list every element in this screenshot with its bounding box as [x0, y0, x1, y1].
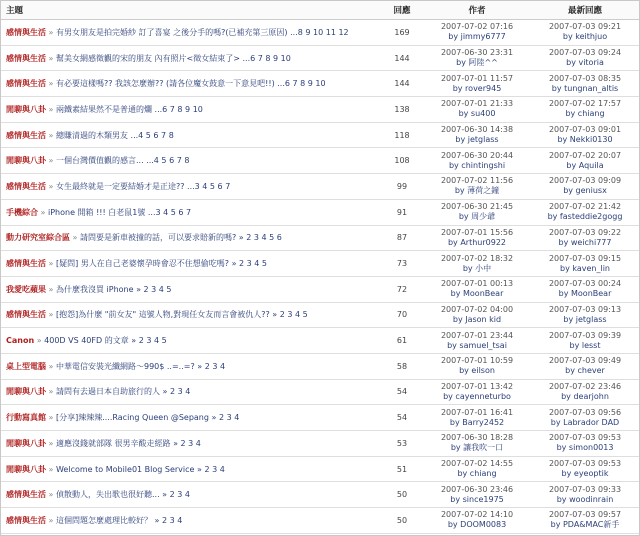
author-time: 2007-07-01 23:44 — [440, 330, 514, 340]
latest-reply-cell — [531, 251, 639, 277]
table-row — [1, 20, 639, 46]
topic-title-link[interactable]: 女生最終就是一定要結婚才是正途?? — [55, 181, 185, 191]
topic-cell — [1, 20, 381, 46]
latest-user-link[interactable]: by chever — [565, 366, 605, 376]
header-author[interactable]: 作者 — [423, 1, 531, 20]
topic-title-link[interactable]: [分享]辣辣辣....Racing Queen @Sepang — [55, 413, 209, 423]
author-cell — [423, 508, 531, 534]
topic-cell — [1, 328, 381, 354]
author-link[interactable]: by since1975 — [450, 494, 504, 504]
separator: » — [48, 27, 56, 37]
separator: » — [48, 387, 56, 397]
topic-cell — [1, 174, 381, 200]
author-time: 2007-06-30 23:31 — [440, 48, 514, 58]
topic-title-link[interactable]: 這個問題怎麼處理比較好？ — [55, 515, 152, 525]
topic-title-link[interactable]: 總賺清過的木類男友 — [55, 130, 128, 140]
author-cell — [423, 456, 531, 482]
category-link[interactable]: 感情與生活 — [6, 310, 46, 320]
separator: » — [48, 156, 56, 166]
author-cell — [423, 225, 531, 251]
topic-title-link[interactable]: 400D VS 40FD 的文章 — [44, 336, 129, 346]
category-link[interactable]: 閒聊與八卦 — [6, 387, 46, 397]
latest-time: 2007-07-03 09:13 — [548, 304, 622, 314]
page-links[interactable]: » 2 3 4 — [173, 438, 201, 448]
author-time: 2007-07-01 13:42 — [440, 381, 514, 391]
author-time: 2007-07-01 00:13 — [440, 279, 514, 289]
latest-reply-cell — [531, 276, 639, 302]
latest-time: 2007-07-03 09:09 — [548, 176, 622, 186]
author-link[interactable]: by chintingshi — [448, 160, 506, 170]
topic-table — [1, 1, 639, 534]
author-time: 2007-06-30 23:46 — [440, 484, 514, 494]
reply-count: 99 — [381, 174, 423, 200]
author-link[interactable]: by samuel_tsai — [447, 340, 507, 350]
latest-reply-cell — [531, 122, 639, 148]
category-link[interactable]: 感情與生活 — [6, 490, 46, 500]
author-cell — [423, 174, 531, 200]
author-time: 2007-06-30 18:28 — [440, 433, 514, 443]
latest-user-link[interactable]: by chiang — [565, 109, 605, 119]
latest-user-link[interactable]: by fasteddie2gogg — [547, 212, 623, 222]
author-link[interactable]: by jimmy6777 — [448, 32, 506, 42]
separator: » — [48, 79, 56, 89]
author-link[interactable]: by cayenneturbo — [443, 391, 511, 401]
topic-cell — [1, 45, 381, 71]
author-time: 2007-07-02 14:10 — [440, 510, 514, 520]
category-link[interactable]: 閒聊與八卦 — [6, 156, 46, 166]
latest-time: 2007-07-03 08:35 — [548, 73, 622, 83]
latest-time: 2007-07-03 09:33 — [548, 484, 622, 494]
page-links[interactable]: » 2 3 4 5 — [272, 310, 308, 320]
latest-reply-cell — [531, 45, 639, 71]
author-time: 2007-06-30 21:45 — [440, 202, 514, 212]
author-cell — [423, 148, 531, 174]
reply-count: 91 — [381, 199, 423, 225]
latest-user-link[interactable]: by kaven_lin — [560, 263, 610, 273]
author-time: 2007-07-02 14:55 — [440, 459, 514, 469]
reply-count: 144 — [381, 71, 423, 97]
latest-reply-cell — [531, 431, 639, 457]
reply-count: 53 — [381, 431, 423, 457]
author-link[interactable]: by DOOM0083 — [447, 520, 507, 530]
separator: » — [48, 104, 56, 114]
reply-count: 50 — [381, 508, 423, 534]
author-link[interactable]: by Barry2452 — [449, 417, 505, 427]
page-links[interactable]: ...4 5 6 7 8 — [130, 130, 174, 140]
page-links[interactable]: » 2 3 4 5 — [131, 336, 167, 346]
category-link[interactable]: 閒聊與八卦 — [6, 104, 46, 114]
author-cell — [423, 97, 531, 123]
reply-count: 54 — [381, 405, 423, 431]
topic-cell — [1, 71, 381, 97]
author-cell — [423, 328, 531, 354]
author-cell — [423, 302, 531, 328]
separator: » — [48, 130, 56, 140]
latest-reply-cell — [531, 328, 639, 354]
table-header-row — [1, 1, 639, 20]
table-row — [1, 379, 639, 405]
topic-title-link[interactable]: 有必要這樣嗎?? 我該怎麼辦?? (請各位魔女鼓意一下意見吧!!) — [55, 79, 275, 89]
table-row — [1, 482, 639, 508]
author-time: 2007-06-30 20:44 — [440, 150, 514, 160]
topic-title-link[interactable]: 適應沒錢就部隊 很男辛酸走經路 — [55, 438, 171, 448]
author-link[interactable]: by su400 — [458, 109, 496, 119]
category-link[interactable]: Canon — [6, 336, 35, 346]
separator: » — [48, 361, 56, 371]
author-link[interactable]: by eilson — [459, 366, 495, 376]
category-link[interactable]: 感情與生活 — [6, 515, 46, 525]
page-links[interactable]: » 2 3 4 — [211, 413, 240, 423]
page-links[interactable]: ...3 4 5 6 7 — [147, 207, 192, 217]
author-link[interactable]: by 薄荷之鐘 — [454, 186, 500, 196]
latest-reply-cell — [531, 379, 639, 405]
page-links[interactable]: » 2 3 4 — [162, 387, 191, 397]
category-link[interactable]: 感情與生活 — [6, 259, 46, 269]
author-cell — [423, 122, 531, 148]
latest-user-link[interactable]: by woodinrain — [556, 494, 614, 504]
topic-cell — [1, 97, 381, 123]
separator: » — [48, 181, 56, 191]
table-row — [1, 405, 639, 431]
latest-time: 2007-07-03 09:53 — [548, 459, 622, 469]
table-row — [1, 97, 639, 123]
latest-reply-cell — [531, 20, 639, 46]
separator: » — [40, 207, 48, 217]
table-row — [1, 45, 639, 71]
separator: » — [48, 53, 56, 63]
latest-user-link[interactable]: by simon0013 — [556, 443, 614, 453]
page-links[interactable]: ...6 7 8 9 10 — [277, 79, 326, 89]
topic-cell — [1, 353, 381, 379]
author-link[interactable]: by 讓我吹一口 — [450, 443, 504, 453]
author-cell — [423, 45, 531, 71]
page-links[interactable]: ...6 7 8 9 10 — [242, 53, 291, 63]
topic-cell — [1, 302, 381, 328]
latest-user-link[interactable]: by keithjuo — [562, 32, 608, 42]
separator: » — [48, 259, 56, 269]
latest-user-link[interactable]: by MoonBear — [558, 289, 612, 299]
topic-title-link[interactable]: Welcome to Mobile01 Blog Service — [55, 464, 195, 474]
table-row — [1, 353, 639, 379]
table-row — [1, 199, 639, 225]
author-link[interactable]: by jetglass — [455, 135, 499, 145]
latest-reply-cell — [531, 199, 639, 225]
separator: » — [48, 464, 56, 474]
latest-time: 2007-07-03 09:21 — [548, 22, 622, 32]
latest-reply-cell — [531, 482, 639, 508]
separator: » — [48, 413, 56, 423]
latest-time: 2007-07-02 21:42 — [548, 202, 622, 212]
latest-time: 2007-07-03 09:39 — [548, 330, 622, 340]
latest-user-link[interactable]: by Nekki0130 — [557, 135, 613, 145]
topic-title-link[interactable]: 一個台灣價值觀的感言... — [55, 156, 144, 166]
latest-user-link[interactable]: by geniusx — [563, 186, 607, 196]
table-row — [1, 122, 639, 148]
topic-cell — [1, 508, 381, 534]
latest-reply-cell — [531, 302, 639, 328]
table-row — [1, 148, 639, 174]
latest-time: 2007-07-03 09:22 — [548, 227, 622, 237]
author-link[interactable]: by chiang — [457, 469, 497, 479]
latest-time: 2007-07-03 09:53 — [548, 433, 622, 443]
reply-count: 144 — [381, 45, 423, 71]
latest-user-link[interactable]: by Labrador DAD — [550, 417, 620, 427]
topic-title-link[interactable]: 為什麼我沒買 iPhone — [55, 284, 134, 294]
separator: » — [48, 438, 56, 448]
latest-time: 2007-07-03 00:24 — [548, 279, 622, 289]
author-cell — [423, 20, 531, 46]
separator: » — [48, 310, 56, 320]
topic-cell — [1, 251, 381, 277]
category-link[interactable]: 動力研究室綜合區 — [6, 233, 70, 243]
latest-reply-cell — [531, 174, 639, 200]
latest-time: 2007-07-03 09:15 — [548, 253, 622, 263]
table-row — [1, 456, 639, 482]
author-link[interactable]: by 周少爺 — [458, 212, 496, 222]
page-links[interactable]: ...3 4 5 6 7 — [187, 181, 231, 191]
author-cell — [423, 276, 531, 302]
topic-cell — [1, 431, 381, 457]
separator: » — [48, 515, 56, 525]
category-link[interactable]: 感情與生活 — [6, 53, 46, 63]
author-time: 2007-07-01 15:56 — [440, 227, 514, 237]
topic-title-link[interactable]: [抱怨]為什麼 "前女友" 這號人物,對現任女友而言會被仇人?? — [55, 310, 270, 320]
author-time: 2007-07-02 11:56 — [440, 176, 514, 186]
page-links[interactable]: » 2 3 4 — [197, 464, 225, 474]
reply-count: 73 — [381, 251, 423, 277]
latest-time: 2007-07-03 09:56 — [548, 407, 622, 417]
author-link[interactable]: by MoonBear — [450, 289, 504, 299]
page-links[interactable]: ...8 9 10 11 12 — [290, 27, 349, 37]
header-topic[interactable]: 主題 — [1, 1, 381, 20]
topic-cell — [1, 405, 381, 431]
author-cell — [423, 353, 531, 379]
latest-time: 2007-07-02 20:07 — [548, 150, 622, 160]
page-links[interactable]: » 2 3 4 5 — [231, 259, 267, 269]
reply-count: 72 — [381, 276, 423, 302]
separator: » — [72, 233, 80, 243]
table-row — [1, 302, 639, 328]
topic-title-link[interactable]: [疑問] 男人在自己老婆懷孕時會忍不住想偷吃嗎? — [55, 259, 230, 269]
topic-cell — [1, 276, 381, 302]
author-time: 2007-07-02 04:00 — [440, 304, 514, 314]
latest-time: 2007-07-03 09:49 — [548, 356, 622, 366]
topic-title-link[interactable]: 請問有去過日本自助旅行的人 — [55, 387, 160, 397]
author-link[interactable]: by Jason kid — [452, 314, 502, 324]
author-cell — [423, 405, 531, 431]
latest-user-link[interactable]: by vitoria — [566, 58, 604, 68]
topic-cell — [1, 482, 381, 508]
table-row — [1, 431, 639, 457]
topic-cell — [1, 199, 381, 225]
latest-time: 2007-07-03 09:01 — [548, 125, 622, 135]
topic-title-link[interactable]: 幫美女網感徵觀的宋的朋友 內有照片<徵女結束了> — [55, 53, 240, 63]
table-row — [1, 174, 639, 200]
page-links[interactable]: » 2 3 4 — [197, 361, 226, 371]
category-link[interactable]: 感情與生活 — [6, 181, 46, 191]
page-links[interactable]: ...6 7 8 9 10 — [154, 104, 203, 114]
page-links[interactable]: » 2 3 4 — [162, 490, 190, 500]
reply-count: 54 — [381, 379, 423, 405]
topic-title-link[interactable]: 有男女朋友是拍完婚紗 訂了喜宴 之後分手的嗎?(已補充第三原因) — [55, 27, 288, 37]
latest-reply-cell — [531, 148, 639, 174]
reply-count: 51 — [381, 456, 423, 482]
reply-count: 138 — [381, 97, 423, 123]
category-link[interactable]: 閒聊與八卦 — [6, 464, 46, 474]
category-link[interactable]: 桌上型電腦 — [6, 361, 46, 371]
latest-reply-cell — [531, 405, 639, 431]
latest-user-link[interactable]: by jetglass — [563, 314, 607, 324]
category-link[interactable]: 我愛吃蘋果 — [6, 284, 46, 294]
latest-time: 2007-07-03 09:24 — [548, 48, 622, 58]
latest-reply-cell — [531, 71, 639, 97]
latest-user-link[interactable]: by PDA&MAC新手 — [550, 520, 620, 530]
table-row — [1, 328, 639, 354]
author-time: 2007-07-02 18:32 — [440, 253, 514, 263]
topic-title-link[interactable]: iPhone 開箱 !!! 白老鼠1號 — [47, 207, 146, 217]
author-cell — [423, 482, 531, 508]
author-time: 2007-07-01 21:33 — [440, 99, 514, 109]
author-time: 2007-06-30 14:38 — [440, 125, 514, 135]
author-cell — [423, 251, 531, 277]
author-cell — [423, 71, 531, 97]
author-cell — [423, 199, 531, 225]
topic-cell — [1, 456, 381, 482]
table-row — [1, 508, 639, 534]
reply-count: 87 — [381, 225, 423, 251]
latest-time: 2007-07-02 17:57 — [548, 99, 622, 109]
author-link[interactable]: by 阿陸^^ — [456, 58, 498, 68]
author-cell — [423, 431, 531, 457]
page-links[interactable]: » 2 3 4 5 — [136, 284, 172, 294]
author-time: 2007-07-02 07:16 — [440, 22, 514, 32]
reply-count: 58 — [381, 353, 423, 379]
topic-title-link[interactable]: 中華電信安裝光纖網路～990$ ..=..=? — [55, 361, 195, 371]
latest-reply-cell — [531, 508, 639, 534]
topic-cell — [1, 148, 381, 174]
reply-count: 169 — [381, 20, 423, 46]
category-link[interactable]: 行動寫真館 — [6, 413, 46, 423]
latest-reply-cell — [531, 225, 639, 251]
topic-cell — [1, 225, 381, 251]
author-time: 2007-07-01 10:59 — [440, 356, 514, 366]
category-link[interactable]: 閒聊與八卦 — [6, 438, 46, 448]
latest-reply-cell — [531, 456, 639, 482]
topic-title-link[interactable]: 偵散動人，失出歌也很好聽... — [55, 490, 160, 500]
latest-reply-cell — [531, 97, 639, 123]
latest-user-link[interactable]: by weichi777 — [558, 237, 612, 247]
author-link[interactable]: by rover945 — [452, 83, 502, 93]
latest-reply-cell — [531, 353, 639, 379]
reply-count: 50 — [381, 482, 423, 508]
page-links[interactable]: » 2 3 4 — [154, 515, 183, 525]
header-latest-reply[interactable]: 最新回應 — [531, 1, 639, 20]
reply-count: 108 — [381, 148, 423, 174]
category-link[interactable]: 感情與生活 — [6, 27, 46, 37]
latest-user-link[interactable]: by eyeoptik — [561, 469, 609, 479]
separator: » — [48, 490, 56, 500]
topic-title-link[interactable]: 請問要是新車被撞的話，可以要求賠新的嗎? — [79, 233, 237, 243]
reply-count: 118 — [381, 122, 423, 148]
author-cell — [423, 379, 531, 405]
category-link[interactable]: 感情與生活 — [6, 130, 46, 140]
author-time: 2007-07-01 11:57 — [440, 73, 514, 83]
latest-user-link[interactable]: by dearjohn — [561, 391, 609, 401]
topic-cell — [1, 122, 381, 148]
page-links[interactable]: » 2 3 4 5 6 — [238, 233, 282, 243]
reply-count: 61 — [381, 328, 423, 354]
category-link[interactable]: 手機綜合 — [6, 207, 38, 217]
author-link[interactable]: by 小中 — [462, 263, 492, 273]
author-link[interactable]: by Arthur0922 — [447, 237, 507, 247]
reply-count: 70 — [381, 302, 423, 328]
latest-user-link[interactable]: by tungnan_altis — [551, 83, 619, 93]
author-time: 2007-07-01 16:41 — [440, 407, 514, 417]
table-row — [1, 276, 639, 302]
topic-cell — [1, 379, 381, 405]
page-links[interactable]: ...4 5 6 7 8 — [146, 156, 190, 166]
header-replies[interactable]: 回應 — [381, 1, 423, 20]
latest-user-link[interactable]: by Aquila — [566, 160, 604, 170]
latest-time: 2007-07-02 23:46 — [548, 381, 622, 391]
topic-title-link[interactable]: 兩鐵素結果然不是普通的爛 — [55, 104, 152, 114]
category-link[interactable]: 感情與生活 — [6, 79, 46, 89]
table-row — [1, 225, 639, 251]
separator: » — [48, 284, 56, 294]
latest-time: 2007-07-03 09:57 — [548, 510, 622, 520]
table-row — [1, 71, 639, 97]
table-row — [1, 251, 639, 277]
separator: » — [36, 336, 45, 346]
latest-user-link[interactable]: by lesst — [569, 340, 601, 350]
